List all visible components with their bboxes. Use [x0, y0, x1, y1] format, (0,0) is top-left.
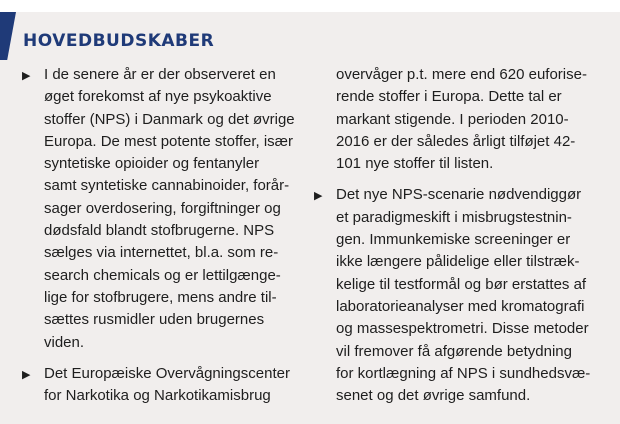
box-heading: HOVEDBUDSKABER	[23, 31, 215, 51]
right-column	[314, 64, 614, 407]
triangle-right-icon: ▶	[22, 70, 31, 82]
triangle-right-icon: ▶	[314, 190, 323, 203]
bullet-item-1: ▶ I de senere år er der observeret en øget forekomst af nye psykoaktive stoffer (NPS) i Danmark og det øvrige Europa. De mest potente stoffer, især syntetiske opioider og fentanyler samt syntetiske cannabinoider, forår- sager overdosering, forgiftninger og dødsfald blandt stofbrugerne. NPS sælges via internettet, bl.a. som re- search chemicals og er lettilgænge- lige for stofbrugere, mens andre til- sættes rusmidler uden brugernes viden.	[22, 66, 295, 351]
left-column	[22, 64, 312, 407]
triangle-right-icon: ▶	[22, 368, 31, 381]
bullet-item-2: ▶ Det Europæiske Overvågningscenter for Narkotika og Narkotikamisbrug	[22, 364, 290, 405]
bullet-item-2-continued: overvåger p.t. mere end 620 euforise- rende stoffer i Europa. Dette tal er markant stigende. I perioden 2010- 2016 er der således årligt tilføjet 42- 101 nye stoffer til listen.	[336, 66, 587, 173]
bullet-item-3: ▶ Det nye NPS-scenarie nødvendiggør et paradigmeskift i misbrugstestnin- gen. Immunkemiske screeninger er ikke længere pålidelige eller tilstræk- kelige til testformål og bør erstattes af laboratorieanalyser med kromatografi og massespektrometri. Disse metoder vil fremover få afgørende betydning for kortlægning af NPS i sundhedsvæ- senet og det øvrige samfund.	[314, 186, 591, 405]
